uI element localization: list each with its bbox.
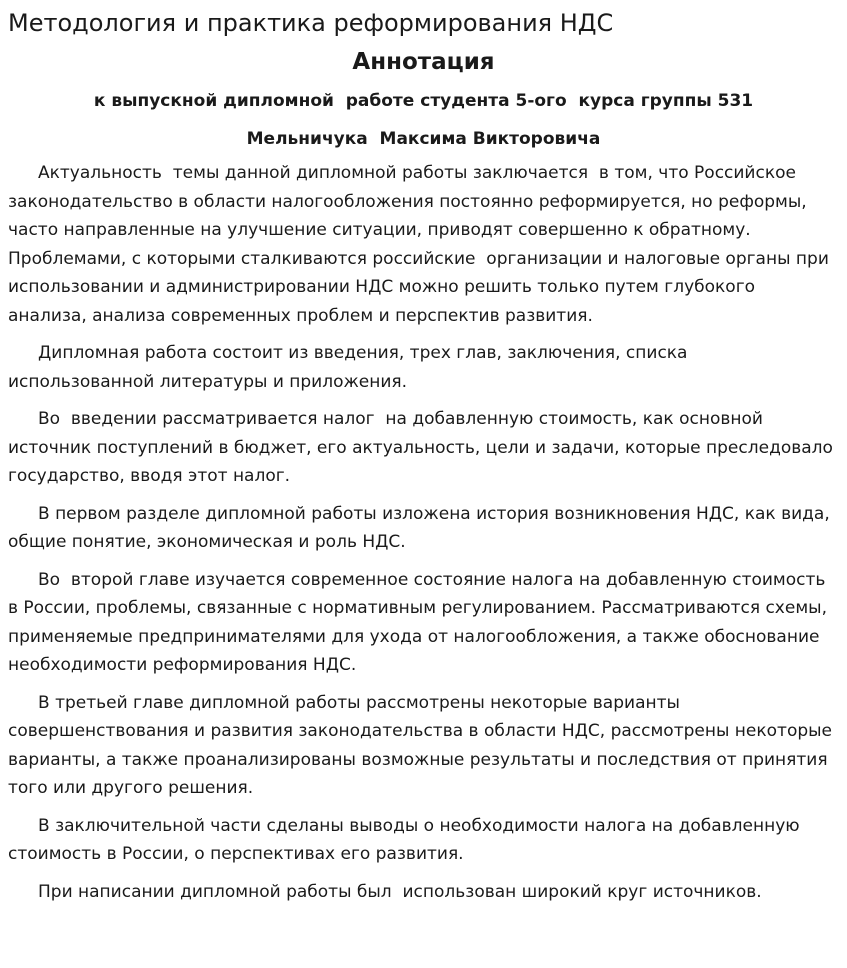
annotation-subheading: к выпускной дипломной работе студента 5-ого курса группы 531 <box>93 91 754 111</box>
paragraph-structure: Дипломная работа состоит из введения, трех глав, заключения, списка использованной литературы и приложения. <box>8 343 693 392</box>
paragraph-chapter-two: Во второй главе изучается современное состояние налога на добавленную стоимость в России, проблемы, связанные с нормативным регулированием. Рассматриваются схемы, применяемые предпринимателями для ухода от налогообложения, а также обоснование необходимости реформирования НДС. <box>8 569 833 675</box>
paragraph-chapter-three: В третьей главе дипломной работы рассмотрены некоторые варианты совершенствования и развития законодательства в области НДС, рассмотрены некоторые варианты, а также проанализированы возможные результаты и последствия от принятия того или другого решения. <box>8 692 838 798</box>
annotation-heading: Аннотация <box>352 49 495 75</box>
student-name: Мельничука Максима Викторовича <box>246 129 601 149</box>
paragraph-introduction: Во введении рассматривается налог на добавленную стоимость, как основной источник поступлений в бюджет, его актуальность, цели и задачи, которые преследовало государство, вводя этот налог. <box>8 409 839 486</box>
paragraph-relevance: Актуальность темы данной дипломной работы заключается в том, что Российское законодательство в области налогообложения постоянно реформируется, но реформы, часто направленные на улучшение ситуации, приводят совершенно к обратному. Проблемами, с которыми сталкиваются российские организации и налоговые органы при использовании и администрировании НДС можно решить только путем глубокого анализа, анализа современных проблем и перспектив развития. <box>8 163 835 326</box>
paragraph-conclusion: В заключительной части сделаны выводы о необходимости налога на добавленную стоимость в России, о перспективах его развития. <box>8 815 806 864</box>
paragraph-chapter-one: В первом разделе дипломной работы изложена история возникновения НДС, как вида, общие понятие, экономическая и роль НДС. <box>8 503 836 552</box>
document-title: Методология и практика реформирования НДС <box>8 9 614 37</box>
paragraph-sources: При написании дипломной работы был использован широкий круг источников. <box>38 881 762 902</box>
